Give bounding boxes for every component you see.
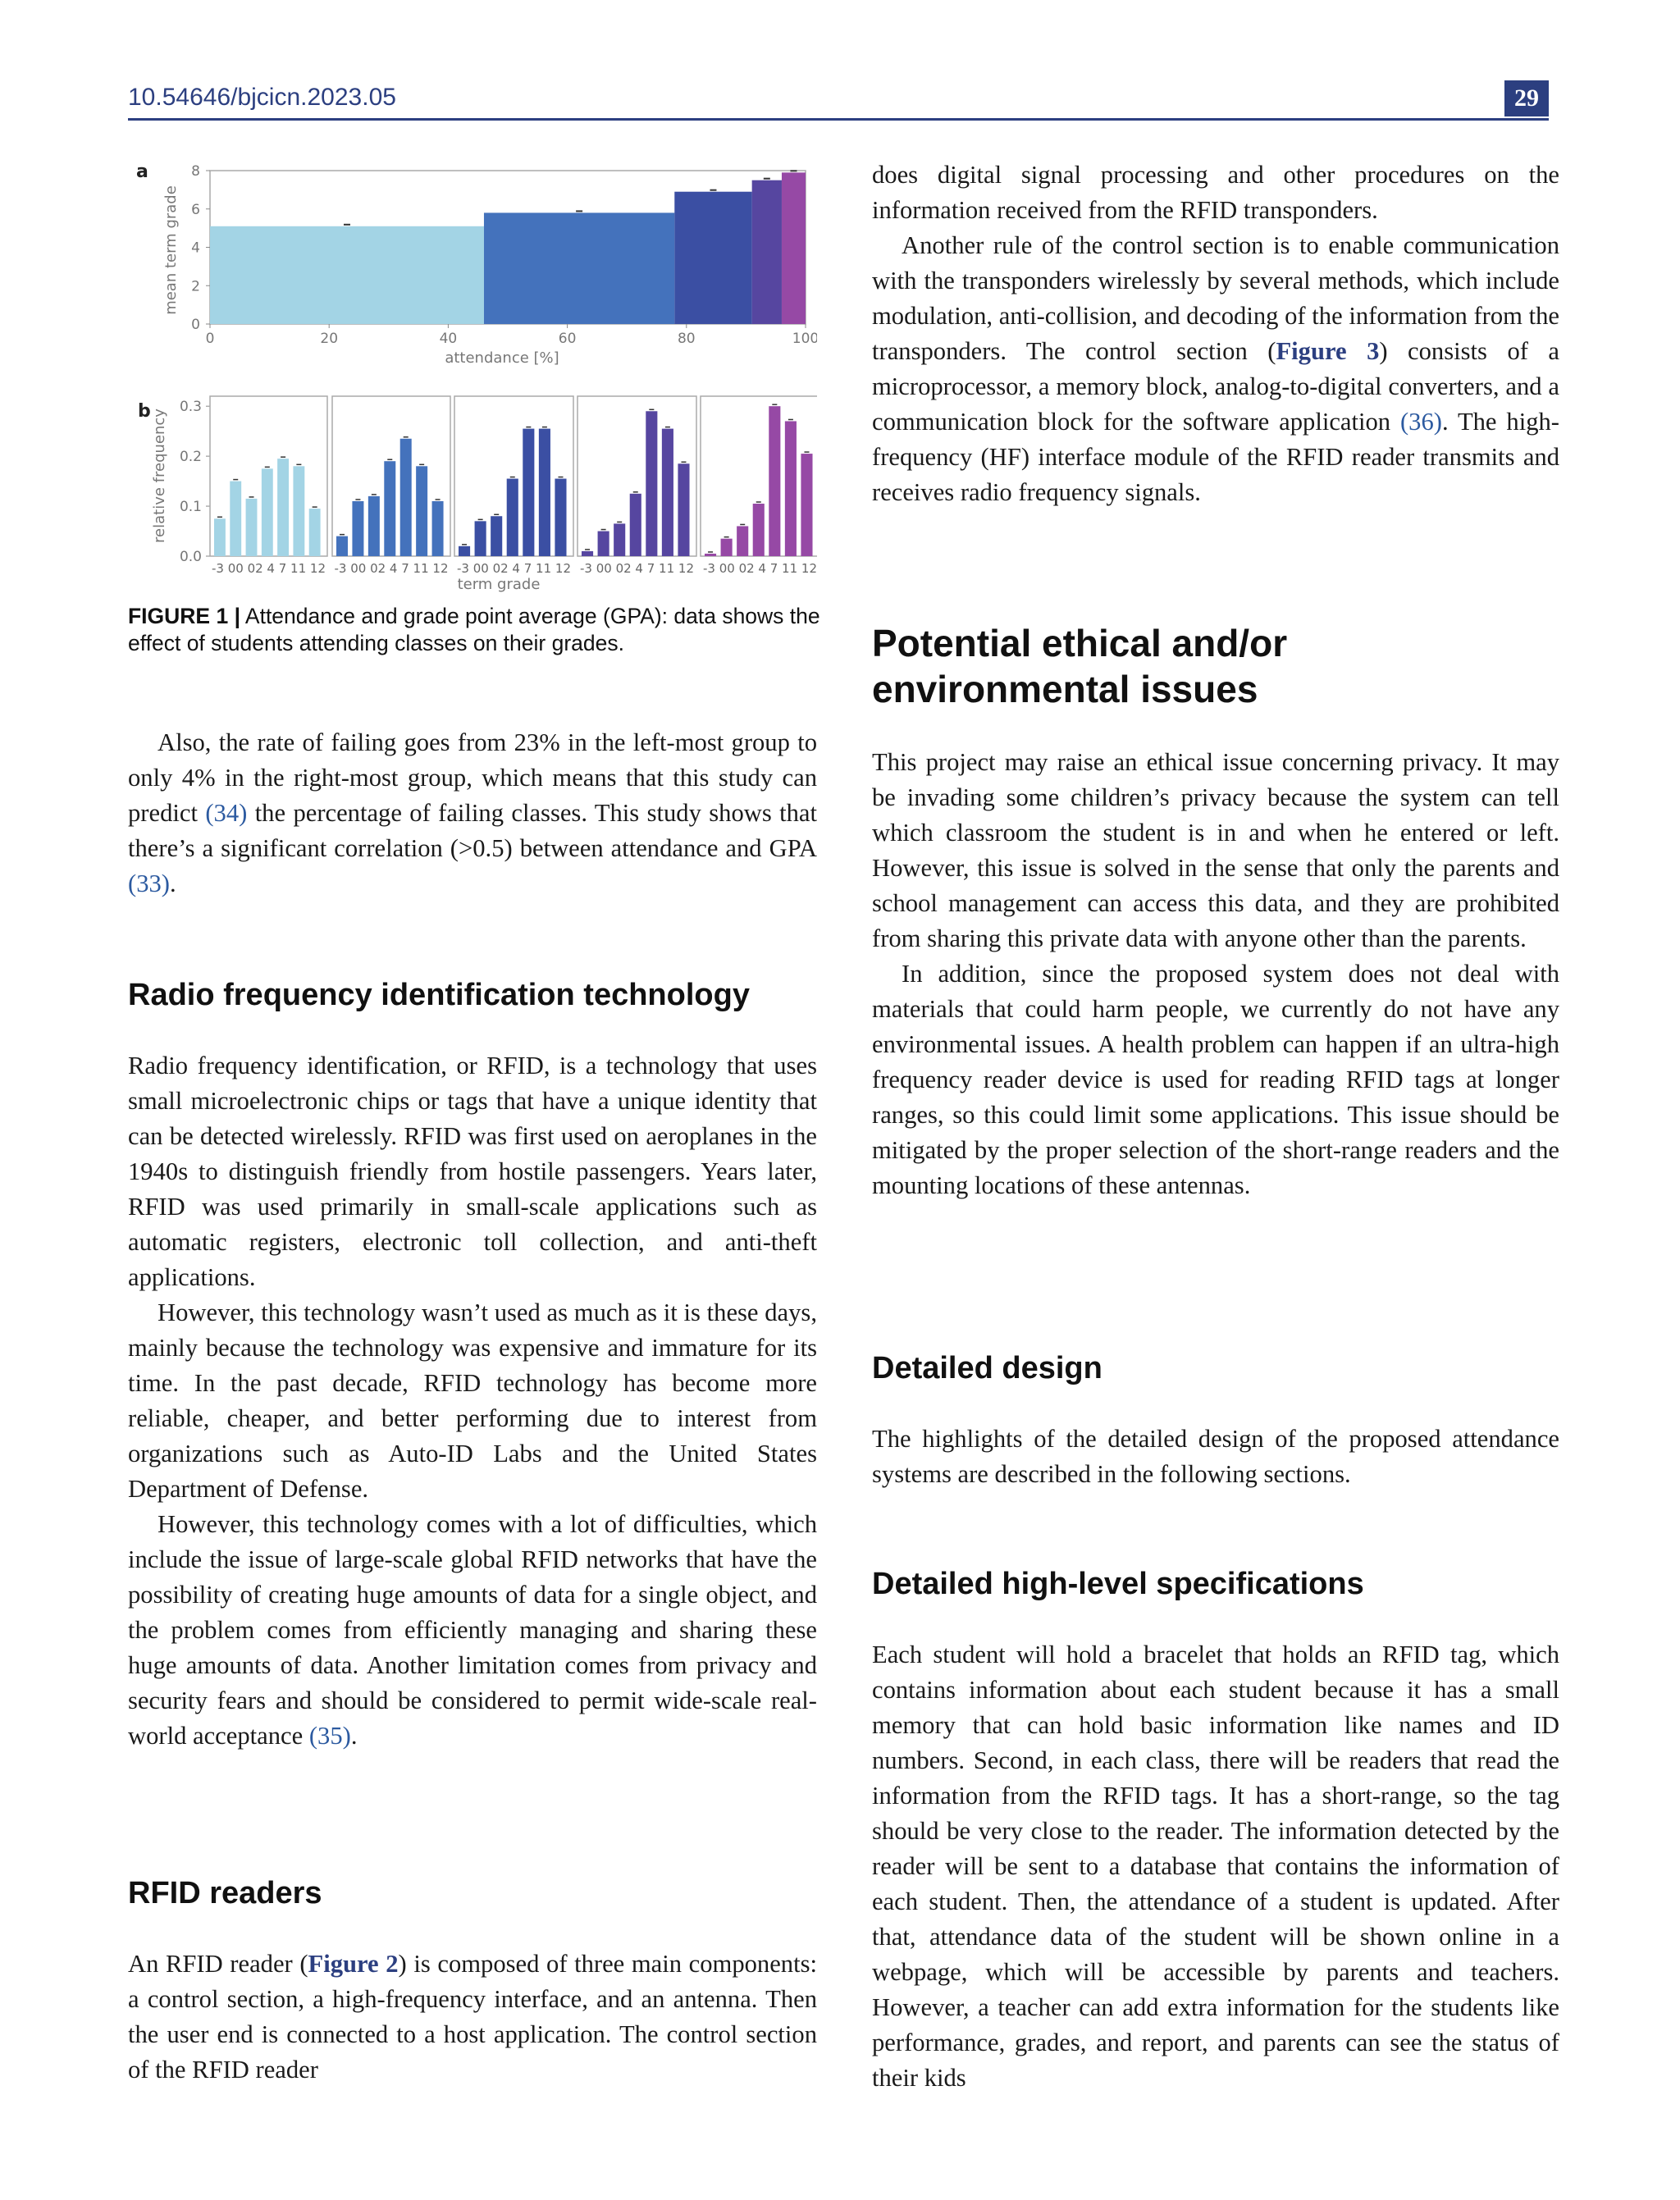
panel-b-xtick-labels: -3 00 02 4 7 11 12	[212, 561, 326, 576]
section-heading: Detailed high-level specifications	[872, 1567, 1364, 1601]
right-col-block-3	[872, 1422, 1559, 1492]
panel-b-bar	[352, 501, 363, 556]
panel-b-bar	[293, 466, 304, 556]
section-heading: Radio frequency identification technology	[128, 978, 750, 1012]
panel-b-bar	[507, 479, 518, 556]
left-col-block-1	[128, 725, 817, 901]
right-col-block-4	[872, 1637, 1559, 2096]
panel-b-bar	[769, 406, 780, 556]
panel-b-bar	[491, 516, 502, 556]
panel-b-bar	[246, 499, 258, 556]
heading-line: environmental issues	[872, 668, 1258, 710]
figure-1-chart	[128, 156, 817, 607]
panel-b-bar	[662, 429, 673, 556]
paragraph: Also, the rate of failing goes from 23% in the left-most group to only 4% in the right-most group, which means that this study can predict (34) the percentage of failing classes. This study shows that there’s a significant correlation (>0.5) between attendance and GPA (33).	[128, 728, 817, 897]
panel-b-bar	[737, 526, 748, 556]
panel-a-ytick-label: 4	[191, 240, 200, 257]
right-col-block-1	[872, 157, 1559, 510]
panel-b-bar	[400, 439, 412, 556]
panel-b-xtick-labels: -3 00 02 4 7 11 12	[457, 561, 571, 576]
page-number: 29	[1504, 80, 1549, 116]
panel-b-ytick-label: 0.3	[179, 399, 202, 416]
figure-caption	[128, 603, 821, 657]
panel-b-bar	[214, 518, 226, 556]
panel-b-xtick-labels: -3 00 02 4 7 11 12	[580, 561, 694, 576]
panel-a	[136, 162, 817, 367]
panel-b-bar	[230, 482, 241, 556]
panel-b-bar	[721, 539, 733, 556]
panel-b-label: b	[138, 401, 151, 422]
paragraph: The highlights of the detailed design of the proposed attendance systems are described in the following sections.	[872, 1425, 1559, 1488]
section-heading	[872, 620, 1287, 712]
panel-b-bar	[753, 504, 765, 556]
citation-link[interactable]: (36)	[1399, 408, 1442, 436]
caption-label: FIGURE 1 |	[128, 604, 240, 628]
panel-b-ytick-label: 0.0	[179, 549, 202, 565]
figure-reference-link[interactable]: Figure 3	[1276, 337, 1380, 365]
panel-a-ytick-label: 8	[191, 163, 200, 180]
panel-b-bar	[368, 496, 380, 556]
panel-b-bar	[801, 454, 812, 556]
panel-b-bar	[384, 461, 395, 556]
panel-b-xtick-labels: -3 00 02 4 7 11 12	[334, 561, 449, 576]
citation-link[interactable]: (35)	[308, 1722, 351, 1750]
panel-b-xtick-labels: -3 00 02 4 7 11 12	[703, 561, 817, 576]
figure-1	[128, 156, 817, 623]
page-header	[128, 80, 1549, 121]
heading-line: Potential ethical and/or	[872, 622, 1288, 664]
panel-a-bar	[210, 226, 484, 324]
panel-b-bar	[277, 459, 289, 556]
panel-a-xlabel: attendance [%]	[445, 349, 559, 367]
panel-b-bar	[630, 494, 641, 556]
panel-a-bar	[484, 212, 674, 324]
paragraph: However, this technology comes with a lot of difficulties, which include the issue of large-scale global RFID networks that have the possibility of creating huge amounts of data for a single object, and the problem comes from efficiently managing and sharing these huge amounts of data. Another limitation comes from privacy and security fears and should be considered to permit wide-scale real-world acceptance (35).	[128, 1510, 817, 1750]
caption-text: Attendance and grade point average (GPA): data shows the effect of students attending classes on their grades.	[128, 604, 820, 655]
panel-b-bar	[614, 523, 625, 556]
panel-a-label: a	[136, 162, 148, 182]
paragraph: However, this technology wasn’t used as much as it is these days, mainly because the technology was expensive and immature for its time. In the past decade, RFID technology has become more reliable, cheaper, and better performing due to interest from organizations such as Auto-ID Labs and the United States Department of Defense.	[128, 1299, 817, 1503]
panel-b-bar	[336, 536, 348, 556]
paragraph: Each student will hold a bracelet that holds an RFID tag, which contains information about each student because it has a small memory that can hold basic information like names and ID numbers. Second, in each class, there will be readers that read the information from the RFID tags. It has a short-range, so the tag should be very close to the reader. The information detected by the reader will be sent to a database that contains the information of each student. Then, the attendance of a student is updated. After that, attendance data of the student will be shown online in a webpage, which will be accessible by parents and teachers. However, a teacher can add extra information for the students like performance, grades, and report, and parents can see the status of their kids	[872, 1641, 1559, 2092]
panel-b-bar	[309, 509, 321, 556]
panel-b-bar	[459, 546, 470, 556]
citation-link[interactable]: (33)	[128, 870, 170, 897]
panel-a-xtick-label: 0	[205, 331, 215, 347]
panel-b-bar	[582, 551, 593, 556]
panel-a-bar	[782, 172, 806, 324]
panel-a-xtick-label: 20	[320, 331, 339, 347]
panel-b-bar	[646, 411, 657, 556]
paragraph: An RFID reader (Figure 2) is composed of three main components: a control section, a high-frequency interface, and an antenna. Then the user end is connected to a host application. The control section of the RFID reader	[128, 1950, 817, 2084]
header-rule	[128, 118, 1549, 121]
panel-b-bar	[523, 429, 534, 556]
panel-b-xlabel: term grade	[457, 576, 541, 593]
doi-link[interactable]: 10.54646/bjcicn.2023.05	[128, 84, 396, 111]
paragraph: Another rule of the control section is to enable communication with the transponders wirelessly by several methods, which include modulation, anti-collision, and decoding of the information from the transponders. The control section (Figure 3) consists of a microprocessor, a memory block, analog-to-digital converters, and a communication block for the software application (36). The high-frequency (HF) interface module of the RFID reader transmits and receives radio frequency signals.	[872, 231, 1559, 506]
citation-link[interactable]: (34)	[205, 799, 248, 827]
panel-a-ytick-label: 0	[191, 317, 200, 333]
panel-b-ytick-label: 0.1	[179, 499, 202, 516]
right-col-block-2	[872, 745, 1559, 1203]
panel-b-bar	[598, 532, 609, 556]
panel-b-bar	[678, 463, 689, 556]
panel-a-ylabel: mean term grade	[162, 185, 180, 315]
panel-a-xtick-label: 100	[792, 331, 817, 347]
panel-b-bar	[475, 521, 486, 556]
paragraph: Radio frequency identification, or RFID, is a technology that uses small microelectronic chips or tags that have a unique identity that can be detected wirelessly. RFID was first used on aeroplanes in the 1940s to distinguish friendly from hostile passengers. Years later, RFID was used primarily in small-scale applications such as automatic registers, electronic toll collection, and anti-theft applications.	[128, 1052, 817, 1291]
paragraph: This project may raise an ethical issue concerning privacy. It may be invading some children’s privacy because the system can tell which classroom the student is in and when he entered or left. However, this issue is solved in the sense that only the parents and school management can access this data, and they are prohibited from sharing this private data with anyone other than the parents.	[872, 748, 1559, 952]
paragraph: In addition, since the proposed system does not deal with materials that could harm people, we currently do not have any environmental issues. A health problem can happen if an ultra-high frequency reader device is used for reading RFID tags at longer ranges, so this could limit some applications. This issue should be mitigated by the proper selection of the short-range readers and the mounting locations of these antennas.	[872, 960, 1559, 1199]
panel-b-bar	[539, 429, 550, 556]
panel-a-xtick-label: 40	[439, 331, 458, 347]
panel-a-ytick-label: 6	[191, 201, 200, 218]
panel-a-xtick-label: 60	[558, 331, 577, 347]
panel-b-bar	[262, 468, 273, 556]
panel-b-bar	[555, 479, 566, 556]
panel-a-xtick-label: 80	[677, 331, 696, 347]
panel-b-bar	[705, 554, 716, 556]
panel-a-ytick-label: 2	[191, 278, 200, 295]
left-col-block-2	[128, 1048, 817, 1754]
paragraph: does digital signal processing and other procedures on the information received from the RFID transponders.	[872, 161, 1559, 224]
section-heading: RFID readers	[128, 1876, 322, 1910]
panel-a-bar	[674, 192, 751, 324]
section-heading: Detailed design	[872, 1351, 1102, 1385]
panel-b-ytick-label: 0.2	[179, 449, 202, 466]
left-col-block-3	[128, 1947, 817, 2088]
panel-a-bar	[752, 180, 782, 324]
panel-b-bar	[432, 501, 444, 556]
panel-b-bar	[416, 466, 427, 556]
panel-b-ylabel: relative frequency	[151, 409, 168, 543]
panel-b	[138, 396, 817, 593]
figure-reference-link[interactable]: Figure 2	[308, 1950, 399, 1978]
panel-b-bar	[785, 421, 797, 556]
